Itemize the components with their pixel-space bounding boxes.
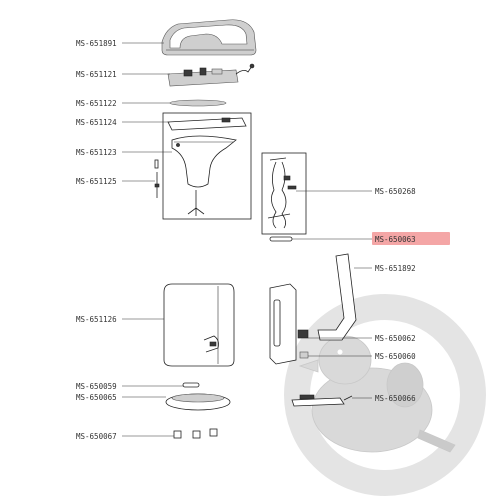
part-plate (168, 118, 246, 130)
part-wiring-harness (268, 158, 296, 228)
label-ms-650063[interactable]: MS-650063 (375, 235, 416, 244)
label-ms-651892: MS-651892 (375, 264, 416, 273)
label-ms-650060: MS-650060 (375, 352, 416, 361)
label-ms-651121: MS-651121 (76, 70, 117, 79)
label-ms-650066: MS-650066 (375, 394, 416, 403)
label-ms-650059: MS-650059 (76, 382, 117, 391)
label-ms-651125: MS-651125 (76, 177, 117, 186)
label-ms-650067: MS-650067 (76, 432, 117, 441)
label-ms-650062: MS-650062 (375, 334, 416, 343)
part-base (166, 394, 230, 410)
part-side-frame (270, 284, 308, 364)
part-pins (155, 160, 159, 198)
label-ms-651123: MS-651123 (76, 148, 117, 157)
part-top-cover (162, 20, 256, 55)
left-labels (76, 39, 117, 441)
label-ms-651126: MS-651126 (76, 315, 117, 324)
part-circuit-board (168, 64, 254, 86)
part-main-body (164, 284, 234, 366)
label-ms-650065: MS-650065 (76, 393, 117, 402)
part-small-gasket (270, 237, 292, 241)
label-ms-651124: MS-651124 (76, 118, 117, 127)
label-ms-651122: MS-651122 (76, 99, 117, 108)
label-ms-651891: MS-651891 (76, 39, 117, 48)
label-ms-650268: MS-650268 (375, 187, 416, 196)
part-650059 (183, 383, 199, 387)
part-seal-ring (170, 100, 226, 106)
part-funnel-body (172, 136, 236, 216)
part-feet (174, 429, 217, 438)
